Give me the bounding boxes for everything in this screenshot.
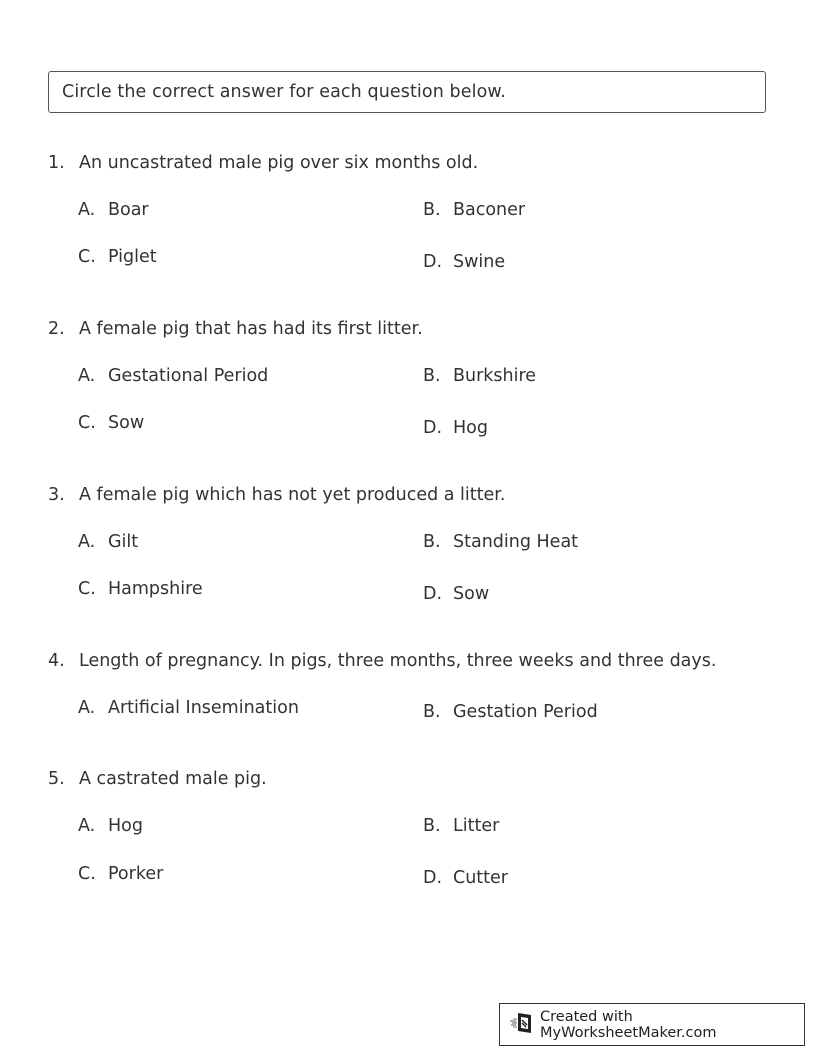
q1-option-c[interactable]: [78, 247, 157, 267]
question-4: [48, 651, 716, 671]
option-text: Baconer: [453, 200, 526, 220]
q2-option-a[interactable]: [78, 366, 268, 386]
option-letter: A.: [78, 816, 96, 836]
worksheet-maker-logo-icon: [510, 1012, 540, 1038]
q1-option-b[interactable]: [423, 200, 525, 220]
option-letter: A.: [78, 698, 96, 718]
option-letter: D.: [423, 252, 443, 272]
question-number: 2.: [48, 319, 65, 339]
question-text: A female pig which has not yet produced a litter.: [79, 485, 506, 505]
option-letter: B.: [423, 816, 441, 836]
option-letter: B.: [423, 200, 441, 220]
option-text: Cutter: [453, 868, 508, 888]
option-letter: A.: [78, 366, 96, 386]
option-letter: C.: [78, 413, 96, 433]
option-text: Artificial Insemination: [108, 698, 299, 718]
option-letter: C.: [78, 864, 96, 884]
footer-credit[interactable]: [499, 1003, 805, 1046]
option-letter: C.: [78, 579, 96, 599]
option-text: Hog: [108, 816, 143, 836]
question-text: Length of pregnancy. In pigs, three months, three weeks and three days.: [79, 651, 717, 671]
option-text: Porker: [108, 864, 164, 884]
footer-text: Created with MyWorksheetMaker.com: [540, 1008, 717, 1041]
option-text: Burkshire: [453, 366, 537, 386]
option-letter: B.: [423, 532, 441, 552]
question-1: [48, 153, 478, 173]
option-text: Piglet: [108, 247, 157, 267]
option-text: Swine: [453, 252, 506, 272]
q1-option-d[interactable]: [423, 252, 505, 272]
option-letter: B.: [423, 366, 441, 386]
q5-option-c[interactable]: [78, 864, 163, 884]
option-text: Gestational Period: [108, 366, 269, 386]
option-text: Boar: [108, 200, 149, 220]
question-number: 5.: [48, 769, 65, 789]
q3-option-a[interactable]: [78, 532, 138, 552]
question-text: A female pig that has had its first litter.: [79, 319, 423, 339]
option-text: Sow: [453, 584, 490, 604]
q3-option-b[interactable]: [423, 532, 578, 552]
option-letter: C.: [78, 247, 96, 267]
instructions-box: [48, 71, 766, 113]
question-3: [48, 485, 505, 505]
option-letter: A.: [78, 532, 96, 552]
option-text: Hampshire: [108, 579, 203, 599]
option-text: Standing Heat: [453, 532, 579, 552]
q3-option-d[interactable]: [423, 584, 489, 604]
question-number: 4.: [48, 651, 65, 671]
option-text: Sow: [108, 413, 145, 433]
q1-option-a[interactable]: [78, 200, 149, 220]
option-text: Gilt: [108, 532, 139, 552]
question-5: [48, 769, 267, 789]
option-letter: A.: [78, 200, 96, 220]
q4-option-a[interactable]: [78, 698, 299, 718]
question-text: An uncastrated male pig over six months old.: [79, 153, 479, 173]
option-letter: D.: [423, 584, 443, 604]
q2-option-d[interactable]: [423, 418, 488, 438]
question-2: [48, 319, 423, 339]
q2-option-c[interactable]: [78, 413, 144, 433]
q3-option-c[interactable]: [78, 579, 203, 599]
q4-option-b[interactable]: [423, 702, 598, 722]
instructions-text: Circle the correct answer for each question below.: [62, 82, 506, 102]
question-text: A castrated male pig.: [79, 769, 267, 789]
q5-option-d[interactable]: [423, 868, 508, 888]
option-text: Gestation Period: [453, 702, 598, 722]
option-letter: B.: [423, 702, 441, 722]
question-number: 3.: [48, 485, 65, 505]
q5-option-b[interactable]: [423, 816, 499, 836]
option-text: Litter: [453, 816, 500, 836]
q5-option-a[interactable]: [78, 816, 143, 836]
question-number: 1.: [48, 153, 65, 173]
q2-option-b[interactable]: [423, 366, 536, 386]
option-text: Hog: [453, 418, 488, 438]
option-letter: D.: [423, 418, 443, 438]
option-letter: D.: [423, 868, 443, 888]
